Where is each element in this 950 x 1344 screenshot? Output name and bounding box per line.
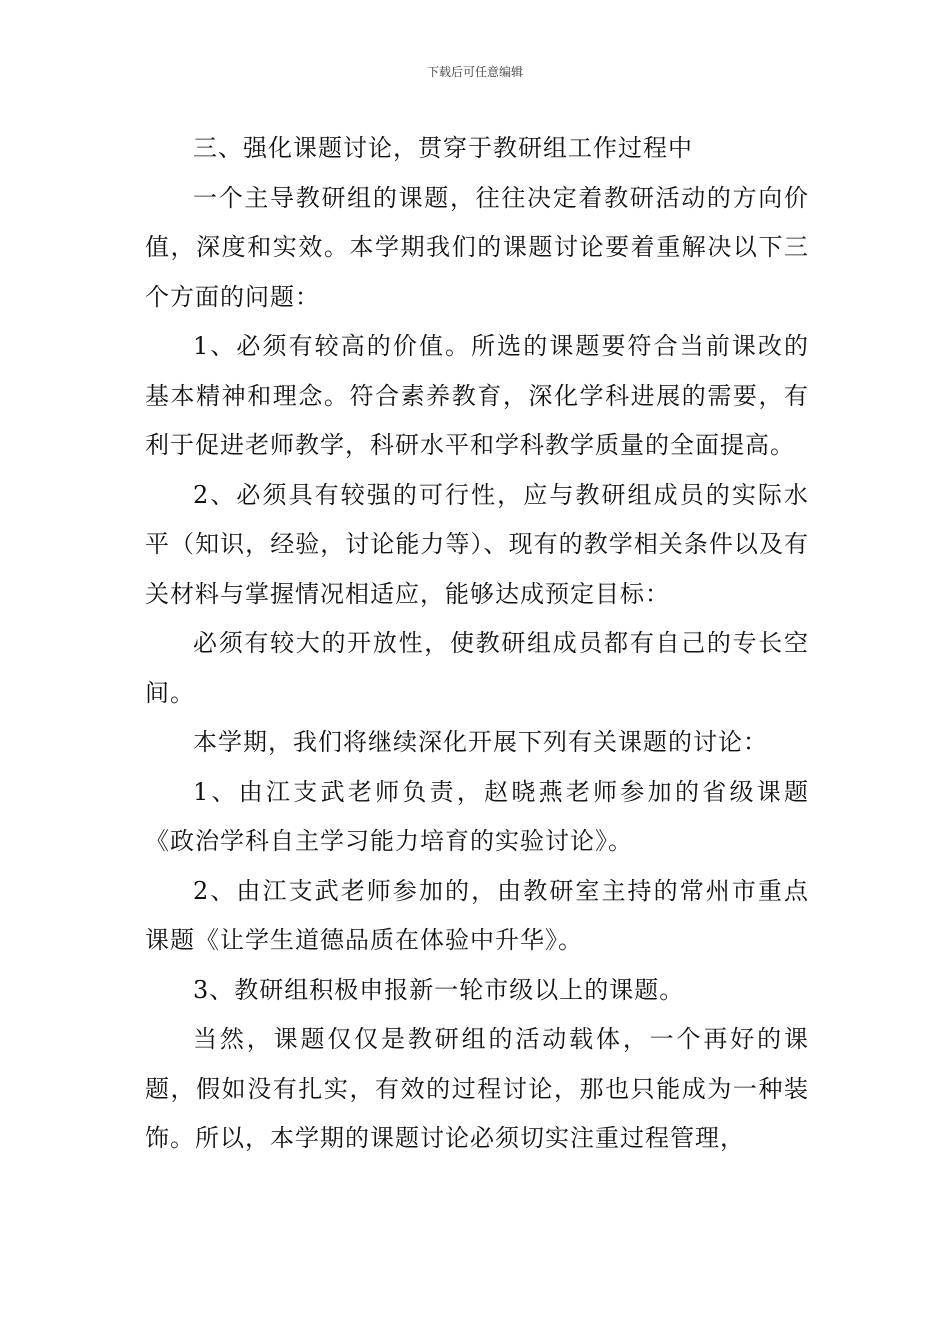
paragraph-intro: 一个主导教研组的课题，往往决定着教研活动的方向价值，深度和实效。本学期我们的课题讨论要着重解决以下三个方面的问题： — [145, 183, 809, 311]
section-heading: 三、强化课题讨论，贯穿于教研组工作过程中 — [193, 134, 693, 162]
paragraph-openness: 必须有较大的开放性，使教研组成员都有自己的专长空间。 — [145, 629, 809, 707]
paragraph-project-3: 3、教研组积极申报新一轮市级以上的课题。 — [193, 975, 685, 1004]
paragraph-semester-plan: 本学期，我们将继续深化开展下列有关课题的讨论： — [193, 728, 768, 756]
paragraph-project-1: 1、由江支武老师负责，赵晓燕老师参加的省级课题《政治学科自主学习能力培育的实验讨论》。 — [145, 777, 809, 855]
document-body — [145, 124, 809, 1164]
paragraph-project-2: 2、由江支武老师参加的，由教研室主持的常州市重点课题《让学生道德品质在体验中升华》。 — [145, 876, 809, 954]
paragraph-item-2: 2、必须具有较强的可行性，应与教研组成员的实际水平（知识，经验，讨论能力等）、现有的教学相关条件以及有关材料与掌握情况相适应，能够达成预定目标： — [145, 480, 809, 608]
page-header: 下载后可任意编辑 — [426, 65, 523, 79]
paragraph-item-1: 1、必须有较高的价值。所选的课题要符合当前课改的基本精神和理念。符合素养教育，深化学科进展的需要，有利于促进老师教学，科研水平和学科教学质量的全面提高。 — [145, 332, 809, 459]
paragraph-conclusion: 当然，课题仅仅是教研组的活动载体，一个再好的课题，假如没有扎实，有效的过程讨论，那也只能成为一种装饰。所以，本学期的课题讨论必须切实注重过程管理， — [145, 1025, 809, 1152]
